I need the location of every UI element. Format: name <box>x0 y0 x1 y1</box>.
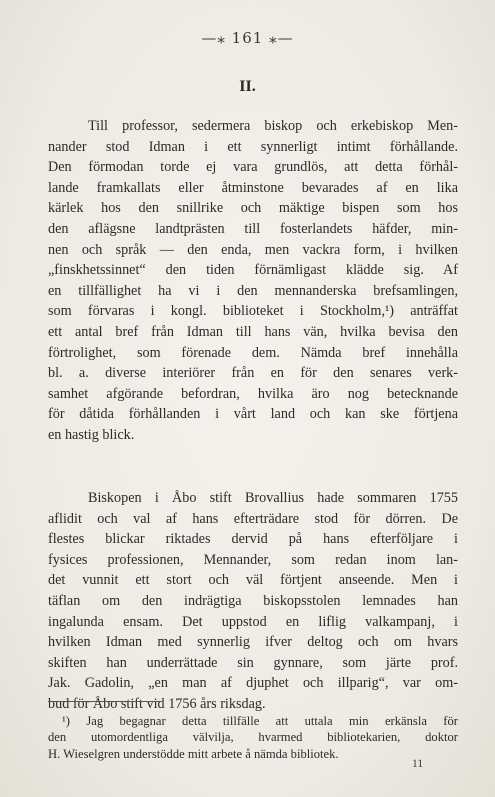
text-line: ingalunda ensam. Det uppstod en liflig valkampanj, i <box>48 613 458 630</box>
text-line: ett antal bref från Idman till hans vän, hvilka bevisa den <box>48 323 458 340</box>
text-line: Biskopen i Åbo stift Brovallius hade sommaren 1755 <box>88 490 458 506</box>
text-line: lande framkallats eller åtminstone bevarades af en lika <box>48 179 458 196</box>
text-line: fysices professionen, Mennander, som redan inom lan- <box>48 551 458 568</box>
footnote-divider <box>48 701 161 702</box>
paragraph-2 <box>48 488 458 715</box>
text-line: en tillfällighet ha vi i den mennanderska brefsamlingen, <box>48 282 458 299</box>
footnote-line: den utomordentliga välvilja, hvarmed bibliotekarien, doktor <box>48 730 458 745</box>
text-line: det vunnit ett stort och väl förtjent anseende. Men i <box>48 572 458 589</box>
text-line: nander stod Idman i ett synnerligt intimt förhållande. <box>48 138 458 155</box>
text-line: samhet afgörande befordran, hvilka äro nog betecknande <box>48 385 458 402</box>
signature-mark: 11 <box>412 758 424 770</box>
text-line: Jak. Gadolin, „en man af djuphet och illparig“, var om- <box>48 675 458 692</box>
page-number-header: —⁎ 161 ⁎— <box>201 29 294 47</box>
paragraph-1 <box>48 116 458 446</box>
text-line: bud för Åbo stift vid 1756 års riksdag. <box>48 695 266 712</box>
text-line: bl. a. diverse interiörer från en för den senares verk- <box>48 365 458 382</box>
text-line: kärlek hos den snillrike och mäktige bispen som hos <box>48 200 458 217</box>
text-line: flestes blickar riktades dervid på hans efterföljare i <box>48 531 458 548</box>
footnote <box>48 713 458 762</box>
text-line: „finskhetssinnet“ den tiden förnämligast klädde sig. Af <box>48 262 458 279</box>
text-line: skiften han underrättade sin gynnare, som järte prof. <box>48 654 458 671</box>
footnote-line: H. Wieselgren understödde mitt arbete å nämda bibliotek. <box>48 746 339 761</box>
chapter-heading: II. <box>239 78 256 95</box>
text-line: förtrolighet, som förenade dem. Nämda bref innehålla <box>48 344 458 361</box>
text-line: Den förmodan torde ej vara grundlös, att detta förhål- <box>48 159 458 176</box>
text-line: hvilken Idman med synnerlig ifver deltog och om hvars <box>48 634 458 651</box>
text-line: för dåtida förhållanden i vårt land och kan ske förtjena <box>48 406 458 423</box>
text-line: täflan om den indrägtiga biskopsstolen lemnades han <box>48 592 458 609</box>
text-line: aflidit och val af hans efterträdare stod för dörren. De <box>48 510 458 527</box>
text-line: Till professor, sedermera biskop och erkebiskop Men- <box>88 118 458 134</box>
footnote-line: ¹) Jag begagnar detta tillfälle att uttala min erkänsla för <box>62 714 458 728</box>
text-line: nen och språk — den enda, men vackra form, i hvilken <box>48 241 458 258</box>
text-line: en hastig blick. <box>48 426 135 443</box>
text-line: som förvaras i kongl. biblioteket i Stockholm,¹) anträffat <box>48 303 458 320</box>
text-line: den aflägsne landtprästen till fosterlandets häfder, min- <box>48 220 458 237</box>
